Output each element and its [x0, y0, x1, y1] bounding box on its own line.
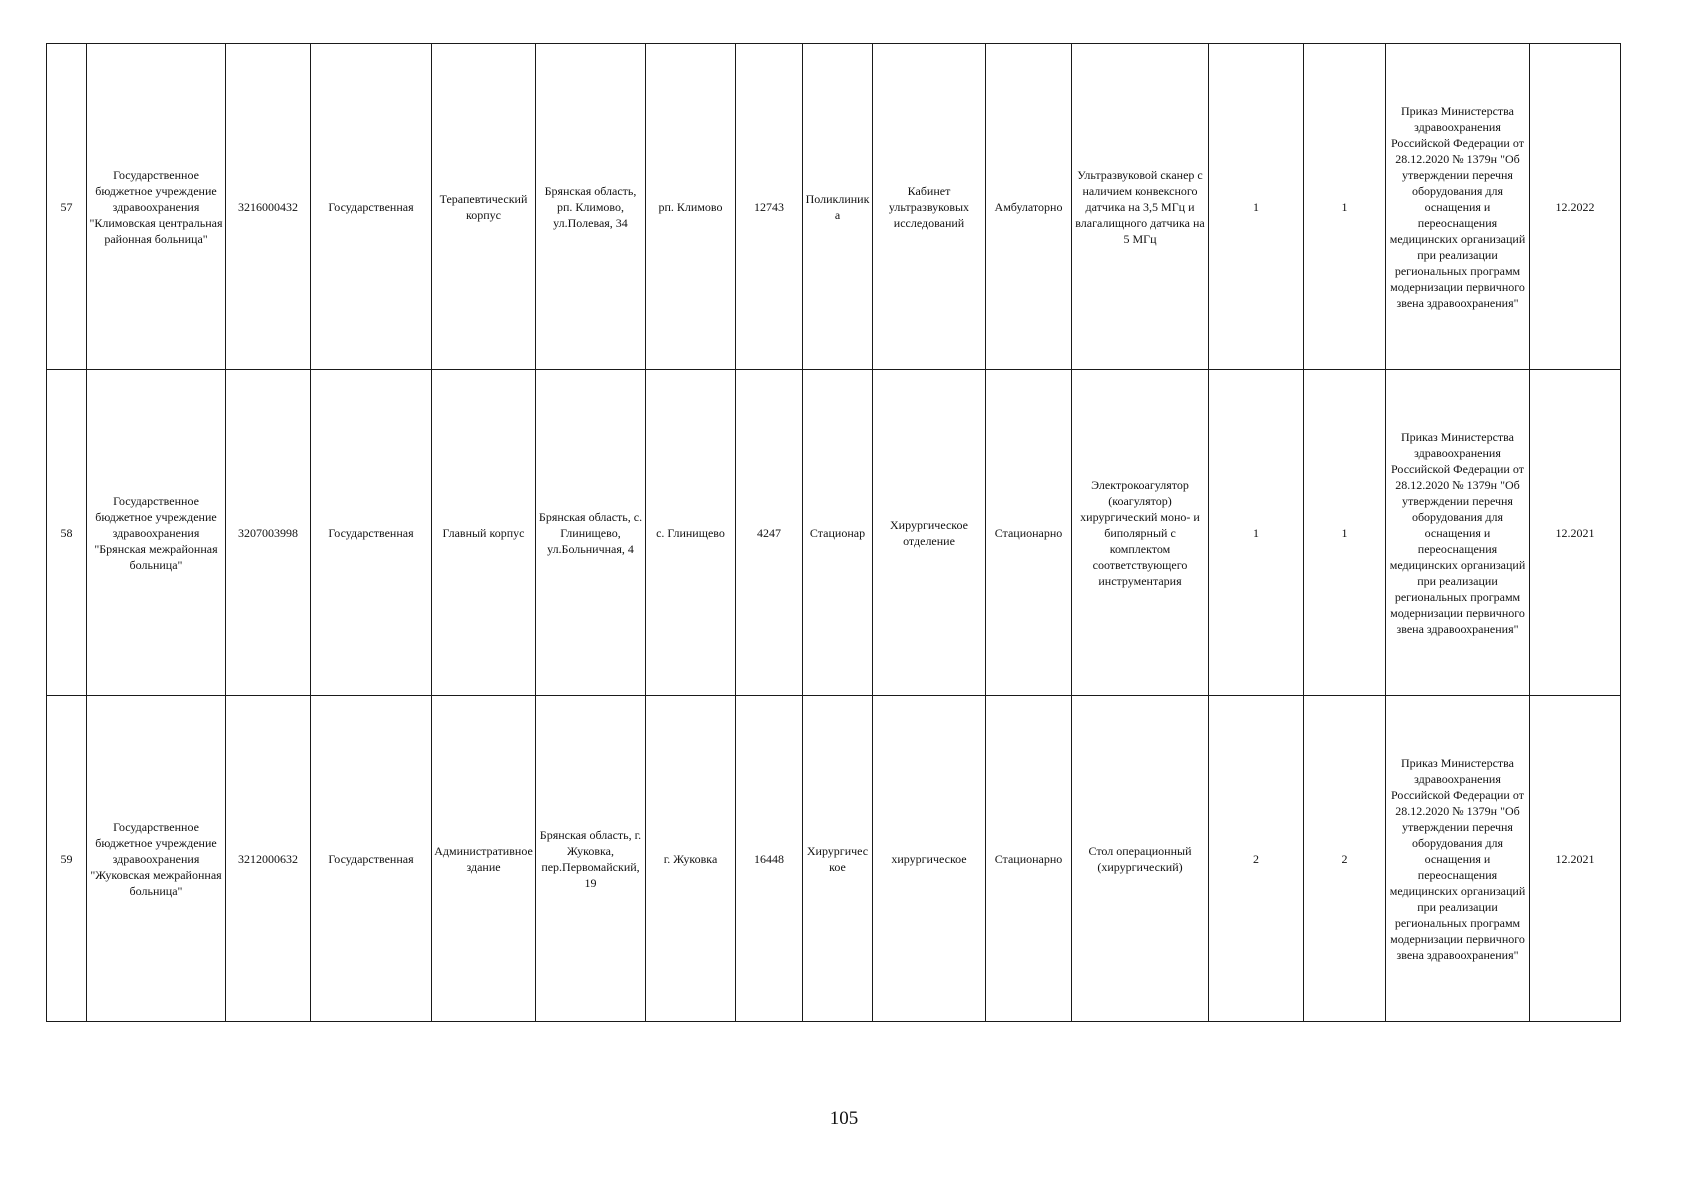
- institution-name: Государственное бюджетное учреждение здравоохранения "Жуковская межрайонная больница": [87, 696, 226, 1022]
- population: 4247: [736, 370, 803, 696]
- row-number: 59: [47, 696, 87, 1022]
- equipment: Электрокоагулятор (коагулятор) хирургический моно- и биполярный с комплектом соответствующего инструментария: [1072, 370, 1209, 696]
- inn: 3216000432: [226, 44, 311, 370]
- inn: 3207003998: [226, 370, 311, 696]
- settlement: с. Глинищево: [646, 370, 736, 696]
- care-mode: Стационарно: [986, 370, 1072, 696]
- regulation: Приказ Министерства здравоохранения Российской Федерации от 28.12.2020 № 1379н "Об утверждении перечня оборудования для оснащения и переоснащения медицинских организаций при реализации региональных программ модернизации первичного звена здравоохранения": [1386, 696, 1530, 1022]
- care-mode: Амбулаторно: [986, 44, 1072, 370]
- settlement: г. Жуковка: [646, 696, 736, 1022]
- institution-name: Государственное бюджетное учреждение здравоохранения "Брянская межрайонная больница": [87, 370, 226, 696]
- table-row: [47, 370, 1621, 696]
- population: 12743: [736, 44, 803, 370]
- address: Брянская область, г. Жуковка, пер.Первомайский, 19: [536, 696, 646, 1022]
- inn: 3212000632: [226, 696, 311, 1022]
- ownership: Государственная: [311, 696, 432, 1022]
- building: Терапевтический корпус: [432, 44, 536, 370]
- building: Главный корпус: [432, 370, 536, 696]
- date: 12.2022: [1530, 44, 1621, 370]
- row-number: 57: [47, 44, 87, 370]
- department: Кабинет ультразвуковых исследований: [873, 44, 986, 370]
- institution-name: Государственное бюджетное учреждение здравоохранения "Климовская центральная районная больница": [87, 44, 226, 370]
- regulation: Приказ Министерства здравоохранения Российской Федерации от 28.12.2020 № 1379н "Об утверждении перечня оборудования для оснащения и переоснащения медицинских организаций при реализации региональных программ модернизации первичного звена здравоохранения": [1386, 44, 1530, 370]
- equipment: Стол операционный (хирургический): [1072, 696, 1209, 1022]
- ownership: Государственная: [311, 44, 432, 370]
- table-row: [47, 696, 1621, 1022]
- date: 12.2021: [1530, 696, 1621, 1022]
- equipment-table: [46, 43, 1621, 1022]
- unit-type: Хирургическое: [803, 696, 873, 1022]
- table-row: [47, 44, 1621, 370]
- quantity-b: 1: [1304, 44, 1386, 370]
- settlement: рп. Климово: [646, 44, 736, 370]
- regulation: Приказ Министерства здравоохранения Российской Федерации от 28.12.2020 № 1379н "Об утверждении перечня оборудования для оснащения и переоснащения медицинских организаций при реализации региональных программ модернизации первичного звена здравоохранения": [1386, 370, 1530, 696]
- quantity-b: 2: [1304, 696, 1386, 1022]
- quantity-a: 2: [1209, 696, 1304, 1022]
- quantity-a: 1: [1209, 44, 1304, 370]
- population: 16448: [736, 696, 803, 1022]
- ownership: Государственная: [311, 370, 432, 696]
- address: Брянская область, с. Глинищево, ул.Больничная, 4: [536, 370, 646, 696]
- quantity-a: 1: [1209, 370, 1304, 696]
- page-number: 105: [829, 1108, 859, 1129]
- address: Брянская область, рп. Климово, ул.Полевая, 34: [536, 44, 646, 370]
- unit-type: Поликлиника: [803, 44, 873, 370]
- building: Административное здание: [432, 696, 536, 1022]
- department: хирургическое: [873, 696, 986, 1022]
- row-number: 58: [47, 370, 87, 696]
- quantity-b: 1: [1304, 370, 1386, 696]
- date: 12.2021: [1530, 370, 1621, 696]
- unit-type: Стационар: [803, 370, 873, 696]
- department: Хирургическое отделение: [873, 370, 986, 696]
- equipment: Ультразвуковой сканер с наличием конвексного датчика на 3,5 МГц и влагалищного датчика на 5 МГц: [1072, 44, 1209, 370]
- care-mode: Стационарно: [986, 696, 1072, 1022]
